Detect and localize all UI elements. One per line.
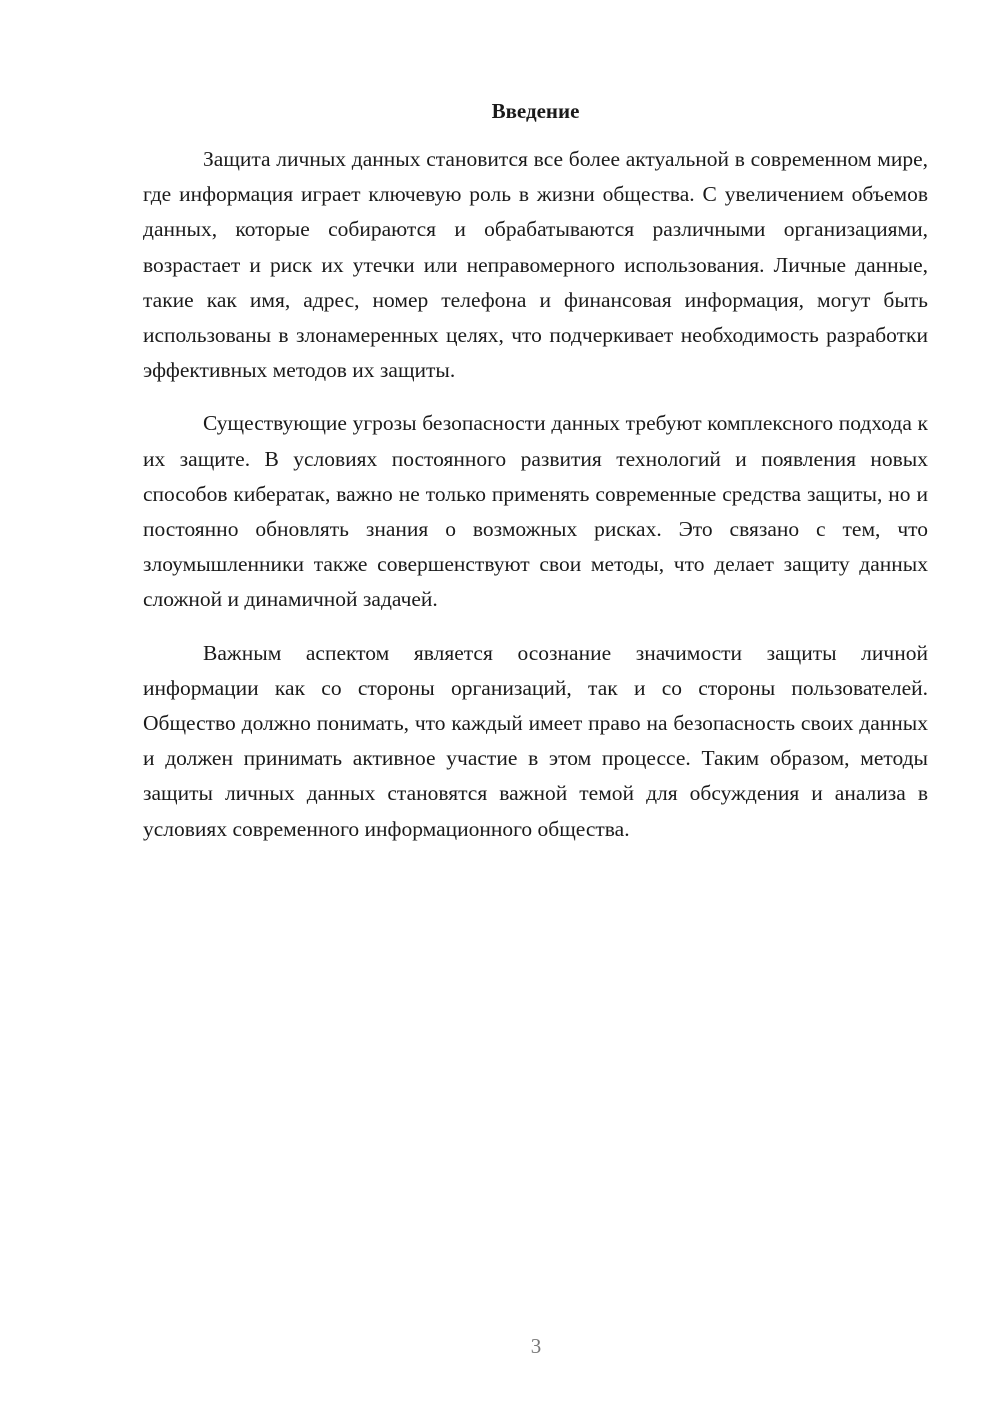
paragraph-3: Важным аспектом является осознание значимости защиты личной информации как со стороны организаций, так и со стороны пользователей. Общество должно понимать, что каждый имеет право на безопасность своих данных и должен принимать активное участие в этом процессе. Таким образом, методы защиты личных данных становятся важной темой для обсуждения и анализа в условиях современного информационного общества. bbox=[143, 640, 928, 841]
section-title: Введение bbox=[491, 99, 580, 123]
body-text bbox=[143, 142, 928, 865]
paragraph-2: Существующие угрозы безопасности данных требуют комплексного подхода к их защите. В условиях постоянного развития технологий и появления новых способов кибератак, важно не только применять современные средства защиты, но и постоянно обновлять знания о возможных рисках. Это связано с тем, что злоумышленники также совершенствуют свои методы, что делает защиту данных сложной и динамичной задачей. bbox=[143, 411, 928, 612]
paragraph-1: Защита личных данных становится все более актуальной в современном мире, где информация играет ключевую роль в жизни общества. С увеличением объемов данных, которые собираются и обрабатываются различными организациями, возрастает и риск их утечки или неправомерного использования. Личные данные, такие как имя, адрес, номер телефона и финансовая информация, могут быть использованы в злонамеренных целях, что подчеркивает необходимость разработки эффективных методов их защиты. bbox=[143, 147, 928, 383]
page-number: 3 bbox=[530, 1334, 542, 1358]
